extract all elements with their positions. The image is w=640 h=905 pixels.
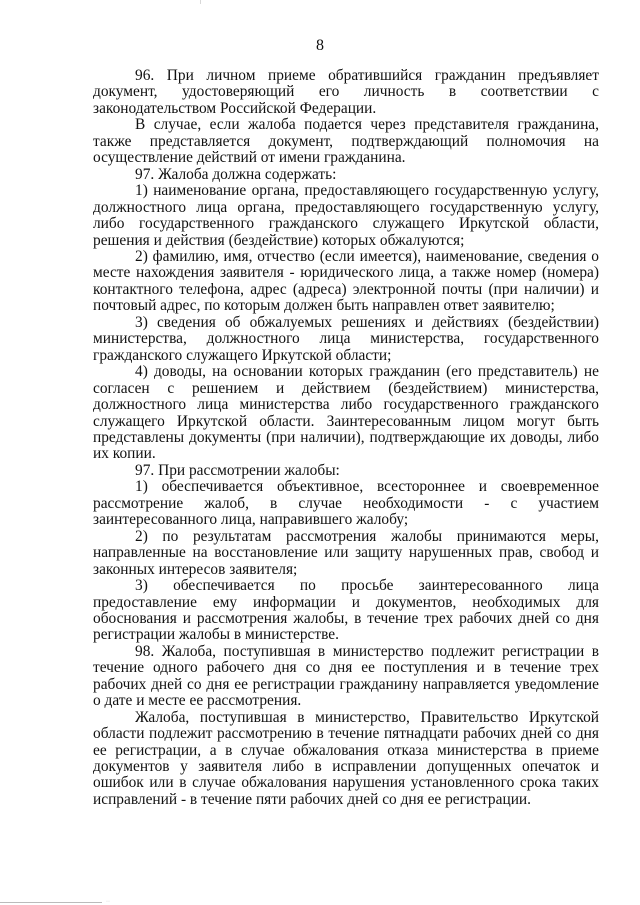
paragraph-97-item-1: 1) наименование органа, предоставляющего государственную услугу, должностного лица органа, предоставляющего государственную услугу, либо государственного гражданского служащего Иркутской области, решения и действия (бездействие) которых обжалуются; <box>93 182 599 249</box>
document-body <box>93 68 599 808</box>
paragraph-96: 96. При личном приеме обратившийся гражданин предъявляет документ, удостоверяющий его личность в соответствии с законодательством Российской Федерации. <box>93 67 599 117</box>
paragraph-representative: В случае, если жалоба подается через представителя гражданина, также представляется документ, подтверждающий полномочия на осуществление действий от имени гражданина. <box>93 116 599 167</box>
paragraph-97-item-3: 3) сведения об обжалуемых решениях и действиях (бездействии) министерства, должностного лица министерства, государственного гражданского служащего Иркутской области; <box>93 313 599 364</box>
page-number: 8 <box>316 37 324 54</box>
scan-mark <box>200 0 201 4</box>
paragraph-review-item-2: 2) по результатам рассмотрения жалобы принимаются меры, направленные на восстановление или защиту нарушенных прав, свобод и законных интересов заявителя; <box>93 527 599 578</box>
paragraph-97-item-4: 4) доводы, на основании которых гражданин (его представитель) не согласен с решением и действием (бездействием) министерства, должностного лица министерства либо государственного гражданского служащего Иркутской области. Заинтересованным лицом могут быть представлены документы (при наличии), подтверждающие их доводы, либо их копии. <box>93 363 599 463</box>
paragraph-complaint-processing: Жалоба, поступившая в министерство, Правительство Иркутской области подлежит рассмотрению в течение пятнадцати рабочих дней со дня ее регистрации, а в случае обжалования отказа министерства в приеме документов у заявителя либо в исправлении допущенных опечаток и ошибок или в случае обжалования нарушения установленного срока таких исправлений - в течение пяти рабочих дней со дня ее регистрации. <box>93 708 599 808</box>
paragraph-98: 98. Жалоба, поступившая в министерство подлежит регистрации в течение одного рабочего дня со дня ее поступления и в течение трех рабочих дней со дня ее регистрации гражданину направляется уведомление о дате и месте ее рассмотрения. <box>93 642 599 710</box>
paragraph-97-heading: 97. Жалоба должна содержать: <box>135 165 337 183</box>
paragraph-97-review-heading: 97. При рассмотрении жалобы: <box>135 461 340 479</box>
paragraph-review-item-1: 1) обеспечивается объективное, всестороннее и своевременное рассмотрение жалоб, в случае необходимости - с участием заинтересованного лица, направившего жалобу; <box>93 478 599 529</box>
paragraph-review-item-3: 3) обеспечивается по просьбе заинтересованного лица предоставление ему информации и документов, необходимых для обоснования и рассмотрения жалобы, в течение трех рабочих дней со дня регистрации жалобы в министерстве. <box>93 577 599 644</box>
footer-mark: ·· <box>106 899 110 905</box>
footer-rule <box>0 902 102 903</box>
paragraph-97-item-2: 2) фамилию, имя, отчество (если имеется), наименование, сведения о месте нахождения заявителя - юридического лица, а также номер (номера) контактного телефона, адрес (адреса) электронной почты (при наличии) и почтовый адрес, по которым должен быть направлен ответ заявителю; <box>93 247 599 315</box>
